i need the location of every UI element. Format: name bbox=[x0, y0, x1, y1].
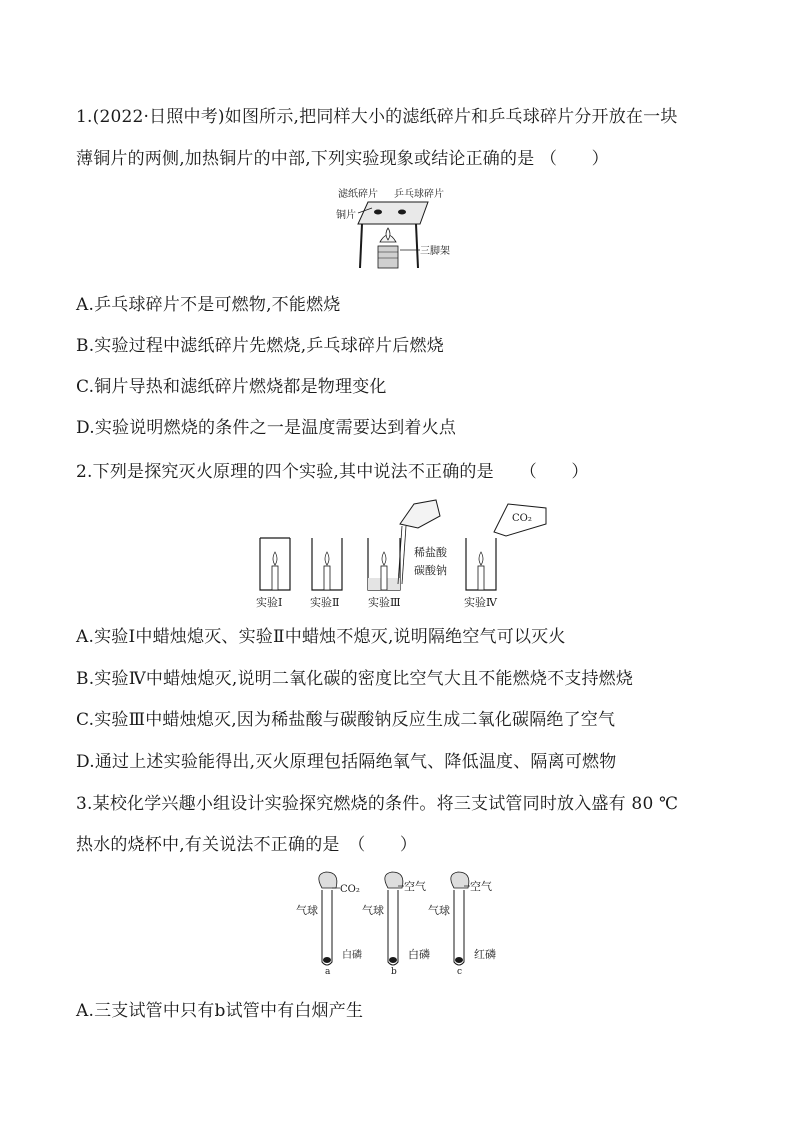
q2-option-b: B.实验Ⅳ中蜡烛熄灭,说明二氧化碳的密度比空气大且不能燃烧不支持燃烧 bbox=[76, 669, 634, 689]
label-gas-a: CO₂ bbox=[340, 884, 360, 895]
q3-option-a: A.三支试管中只有b试管中有白烟产生 bbox=[76, 1001, 364, 1021]
q1-label-copper: 铜片 bbox=[336, 210, 356, 221]
q1-option-d: D.实验说明燃烧的条件之一是温度需要达到着火点 bbox=[76, 418, 457, 438]
label-gas-c: 空气 bbox=[470, 880, 492, 893]
label-exp2: 实验Ⅱ bbox=[310, 596, 340, 609]
label-co2: CO₂ bbox=[512, 513, 532, 524]
q3-stem-line2: 热水的烧杯中,有关说法不正确的是 （ ） bbox=[76, 835, 418, 855]
q1-stem-line2: 薄铜片的两侧,加热铜片的中部,下列实验现象或结论正确的是 （ ） bbox=[76, 149, 609, 169]
label-balloon-a: 气球 bbox=[296, 904, 318, 917]
beaker-exp2 bbox=[312, 538, 342, 590]
label-phosphorus-b: 白磷 bbox=[408, 948, 430, 961]
label-phosphorus-c: 红磷 bbox=[474, 948, 496, 961]
q2-figure bbox=[250, 494, 550, 612]
beaker-exp4 bbox=[466, 504, 546, 590]
q2-option-a: A.实验Ⅰ中蜡烛熄灭、实验Ⅱ中蜡烛不熄灭,说明隔绝空气可以灭火 bbox=[76, 627, 566, 647]
q1-option-a: A.乒乓球碎片不是可燃物,不能燃烧 bbox=[76, 295, 341, 315]
label-acid: 稀盐酸 bbox=[414, 546, 447, 559]
q2-stem: 2.下列是探究灭火原理的四个实验,其中说法不正确的是 （ ） bbox=[76, 462, 589, 482]
label-balloon-b: 气球 bbox=[362, 904, 384, 917]
label-exp3: 实验Ⅲ bbox=[368, 596, 401, 609]
label-tube-b: b bbox=[391, 967, 397, 977]
label-gas-b: 空气 bbox=[404, 880, 426, 893]
beaker-exp1 bbox=[260, 538, 290, 590]
q1-figure bbox=[328, 180, 468, 272]
label-balloon-c: 气球 bbox=[428, 904, 450, 917]
q2-option-d: D.通过上述实验能得出,灭火原理包括隔绝氧气、降低温度、隔离可燃物 bbox=[76, 752, 617, 772]
q1-label-tripod: 三脚架 bbox=[420, 246, 450, 257]
q2-option-c: C.实验Ⅲ中蜡烛熄灭,因为稀盐酸与碳酸钠反应生成二氧化碳隔绝了空气 bbox=[76, 710, 616, 730]
label-exp1: 实验Ⅰ bbox=[256, 596, 283, 609]
label-carbonate: 碳酸钠 bbox=[414, 564, 447, 577]
filter-paper-piece bbox=[374, 210, 382, 215]
pingpong-piece bbox=[398, 210, 406, 215]
label-tube-c: c bbox=[457, 967, 463, 977]
tube-a bbox=[319, 872, 337, 965]
label-tube-a: a bbox=[325, 967, 331, 977]
q3-stem-line1: 3.某校化学兴趣小组设计实验探究燃烧的条件。将三支试管同时放入盛有 80 ℃ bbox=[76, 794, 679, 814]
q1-option-c: C.铜片导热和滤纸碎片燃烧都是物理变化 bbox=[76, 377, 387, 397]
q3-figure bbox=[292, 866, 512, 978]
q1-label-filter: 滤纸碎片 bbox=[338, 189, 378, 200]
q1-label-ball: 乒乓球碎片 bbox=[394, 189, 444, 200]
q1-option-b: B.实验过程中滤纸碎片先燃烧,乒乓球碎片后燃烧 bbox=[76, 336, 444, 356]
label-exp4: 实验Ⅳ bbox=[464, 596, 497, 609]
q1-stem-line1: 1.(2022·日照中考)如图所示,把同样大小的滤纸碎片和乒乓球碎片分开放在一块 bbox=[76, 107, 678, 127]
label-phosphorus-a: 白磷 bbox=[342, 950, 362, 961]
